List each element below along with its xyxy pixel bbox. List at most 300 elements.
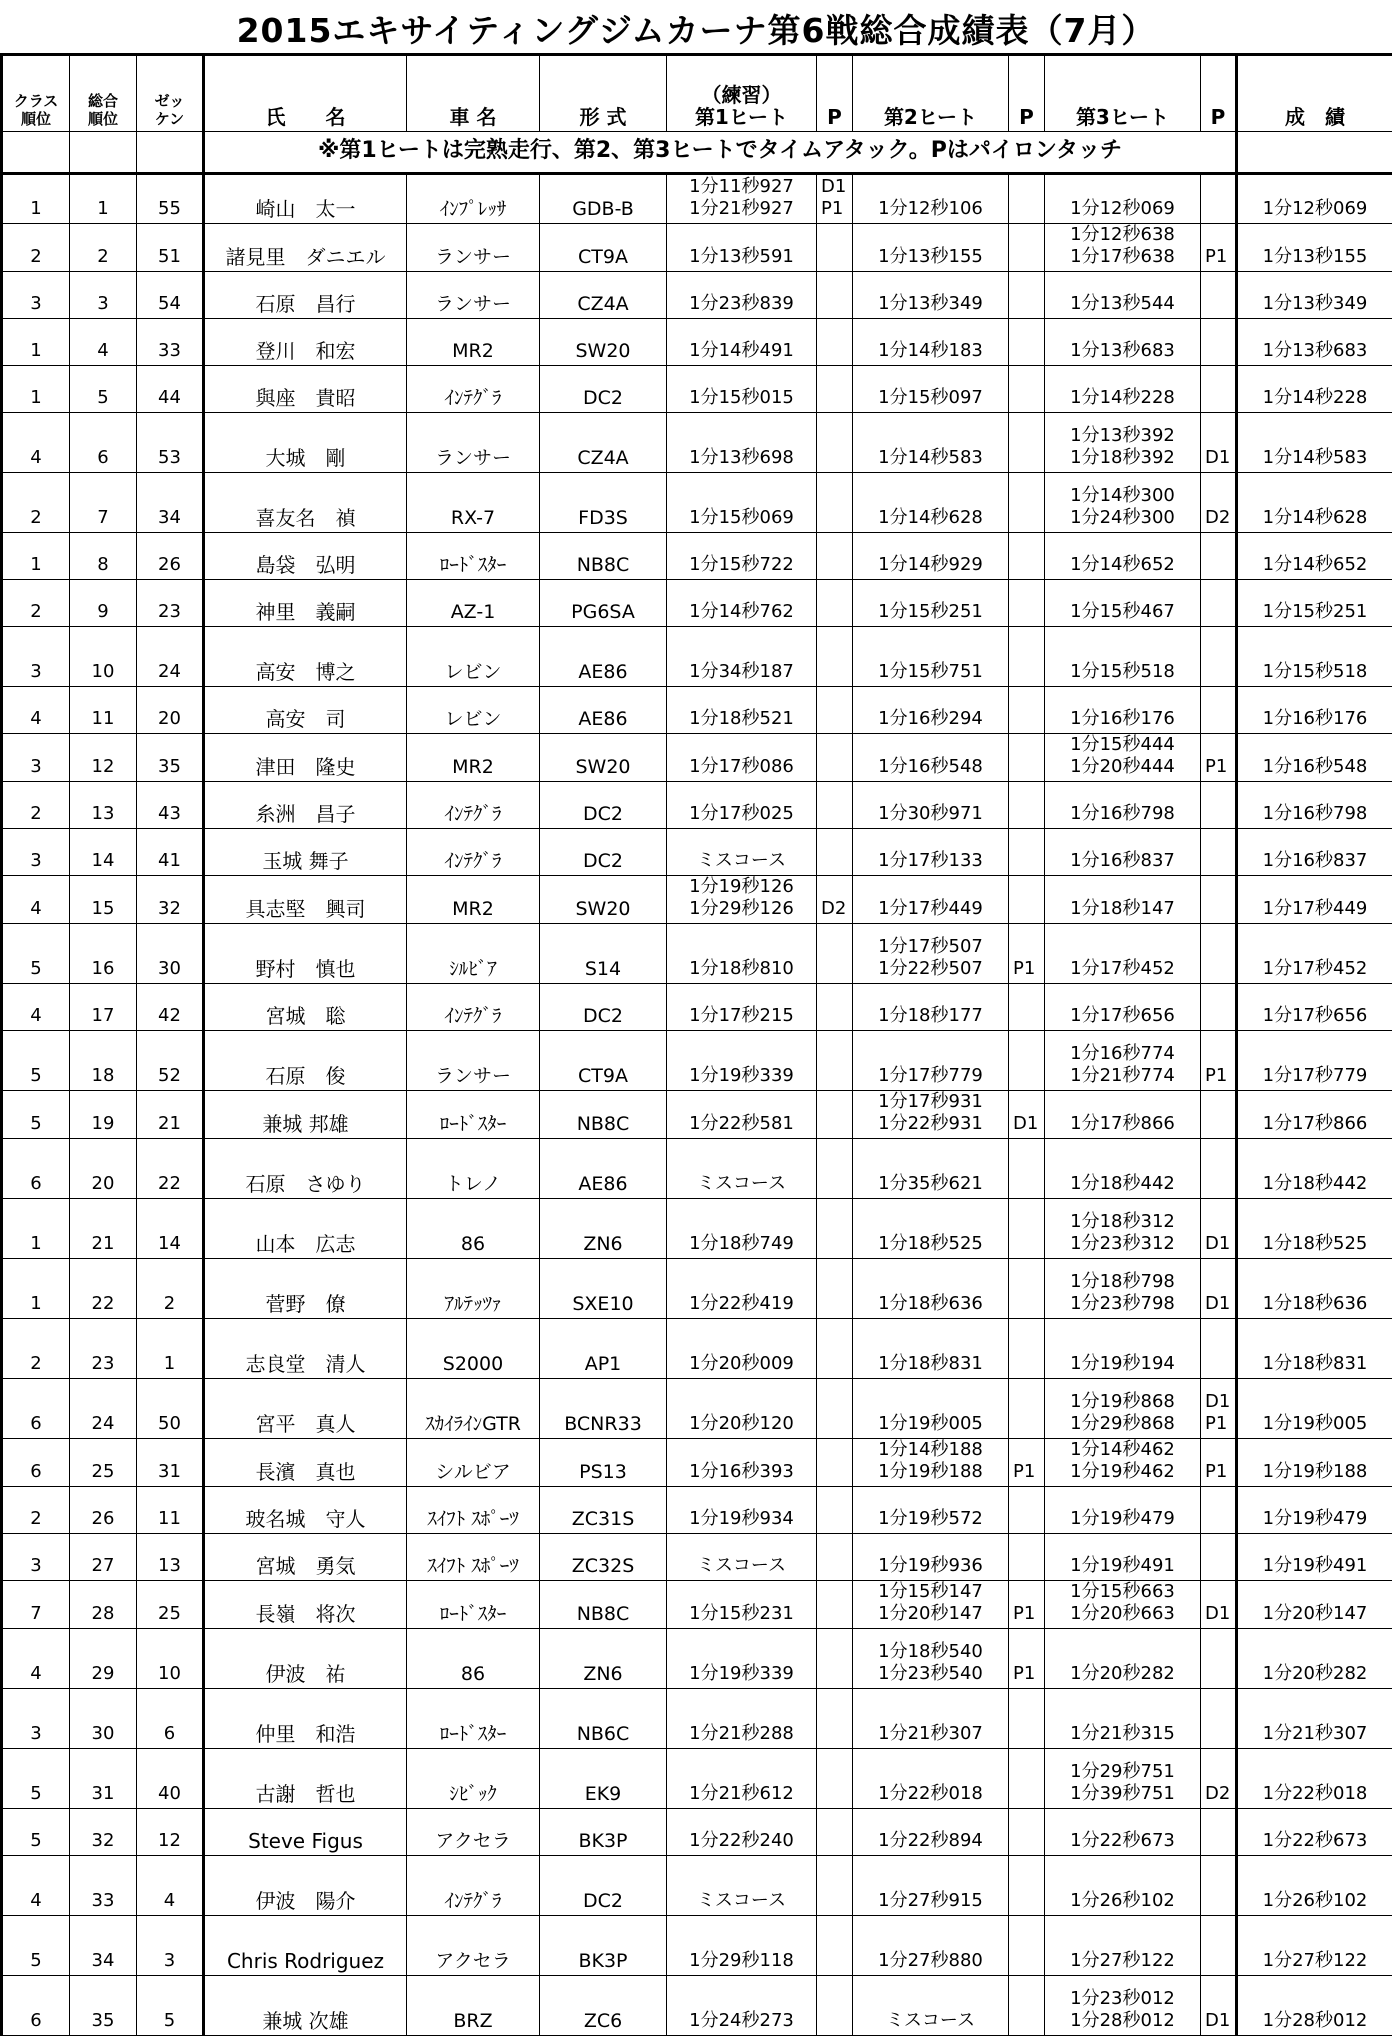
header-type: 形 式: [540, 55, 667, 132]
cell-p2: [1009, 413, 1045, 473]
header-heat2: 第2ヒート: [853, 55, 1009, 132]
cell-class-rank: 3: [2, 1689, 70, 1749]
cell-heat1: 1分19秒339: [667, 1629, 817, 1689]
table-row: [2, 319, 1392, 366]
results-body: [2, 174, 1392, 2036]
cell-overall-rank: 34: [70, 1916, 137, 1976]
cell-p3: [1201, 829, 1237, 876]
table-row: [2, 1091, 1392, 1139]
cell-type: NB8C: [540, 533, 667, 580]
cell-car: シルビア: [407, 1439, 540, 1487]
cell-result: 1分15秒518: [1237, 627, 1392, 687]
cell-class-rank: 5: [2, 1091, 70, 1139]
cell-heat1: 1分11秒927 1分21秒927: [667, 174, 817, 224]
cell-overall-rank: 30: [70, 1689, 137, 1749]
cell-heat1: 1分15秒231: [667, 1581, 817, 1629]
cell-p2: P1: [1009, 1581, 1045, 1629]
cell-overall-rank: 18: [70, 1031, 137, 1091]
cell-heat3: 1分14秒228: [1045, 366, 1201, 413]
cell-p1: [817, 734, 853, 782]
cell-car: ランサー: [407, 272, 540, 319]
cell-p3: [1201, 1689, 1237, 1749]
cell-result: 1分13秒683: [1237, 319, 1392, 366]
cell-number: 2: [137, 1259, 204, 1319]
cell-result: 1分19秒479: [1237, 1487, 1392, 1534]
cell-heat1: 1分15秒069: [667, 473, 817, 533]
cell-number: 30: [137, 924, 204, 984]
cell-overall-rank: 5: [70, 366, 137, 413]
cell-type: ZN6: [540, 1199, 667, 1259]
cell-heat3: 1分12秒069: [1045, 174, 1201, 224]
table-row: [2, 687, 1392, 734]
cell-type: AE86: [540, 627, 667, 687]
cell-p1: [817, 627, 853, 687]
cell-name: 玻名城 守人: [204, 1487, 407, 1534]
header-p2: P: [1009, 55, 1045, 132]
cell-car: ｼﾙﾋﾞｱ: [407, 924, 540, 984]
cell-name: 菅野 僚: [204, 1259, 407, 1319]
cell-p2: [1009, 734, 1045, 782]
cell-result: 1分21秒307: [1237, 1689, 1392, 1749]
note-row: [2, 132, 1392, 174]
cell-type: ZC32S: [540, 1534, 667, 1581]
cell-class-rank: 4: [2, 413, 70, 473]
cell-heat1: 1分14秒762: [667, 580, 817, 627]
cell-overall-rank: 13: [70, 782, 137, 829]
cell-result: 1分18秒525: [1237, 1199, 1392, 1259]
cell-heat1: 1分14秒491: [667, 319, 817, 366]
cell-heat1: 1分15秒722: [667, 533, 817, 580]
cell-heat2: 1分16秒294: [853, 687, 1009, 734]
cell-p2: [1009, 1487, 1045, 1534]
cell-car: S2000: [407, 1319, 540, 1379]
cell-heat2: 1分12秒106: [853, 174, 1009, 224]
cell-overall-rank: 20: [70, 1139, 137, 1199]
cell-overall-rank: 2: [70, 224, 137, 272]
cell-p1: [817, 1379, 853, 1439]
cell-car: BRZ: [407, 1976, 540, 2036]
cell-number: 33: [137, 319, 204, 366]
cell-overall-rank: 31: [70, 1749, 137, 1809]
cell-result: 1分17秒779: [1237, 1031, 1392, 1091]
cell-name: 兼城 次雄: [204, 1976, 407, 2036]
cell-class-rank: 2: [2, 224, 70, 272]
table-row: [2, 1976, 1392, 2036]
cell-type: CT9A: [540, 1031, 667, 1091]
cell-p1: [817, 1916, 853, 1976]
cell-result: 1分13秒155: [1237, 224, 1392, 272]
cell-number: 13: [137, 1534, 204, 1581]
cell-number: 34: [137, 473, 204, 533]
cell-heat3: 1分13秒392 1分18秒392: [1045, 413, 1201, 473]
cell-class-rank: 2: [2, 580, 70, 627]
cell-heat1: 1分17秒086: [667, 734, 817, 782]
cell-p3: [1201, 1487, 1237, 1534]
cell-heat3: 1分13秒683: [1045, 319, 1201, 366]
cell-heat1: 1分18秒810: [667, 924, 817, 984]
cell-p2: [1009, 1259, 1045, 1319]
cell-number: 31: [137, 1439, 204, 1487]
cell-class-rank: 3: [2, 734, 70, 782]
cell-p2: [1009, 829, 1045, 876]
table-row: [2, 473, 1392, 533]
cell-car: ｲﾝﾃｸﾞﾗ: [407, 984, 540, 1031]
cell-p1: [817, 1976, 853, 2036]
cell-p3: P1: [1201, 1439, 1237, 1487]
cell-car: アクセラ: [407, 1916, 540, 1976]
cell-p2: [1009, 1809, 1045, 1856]
cell-p2: D1: [1009, 1091, 1045, 1139]
cell-heat3: 1分15秒467: [1045, 580, 1201, 627]
cell-number: 22: [137, 1139, 204, 1199]
cell-heat1: 1分18秒521: [667, 687, 817, 734]
cell-p1: [817, 1259, 853, 1319]
cell-car: アクセラ: [407, 1809, 540, 1856]
cell-type: AE86: [540, 687, 667, 734]
table-row: [2, 224, 1392, 272]
cell-p1: D1 P1: [817, 174, 853, 224]
cell-p1: [817, 1749, 853, 1809]
cell-result: 1分26秒102: [1237, 1856, 1392, 1916]
cell-name: 糸洲 昌子: [204, 782, 407, 829]
cell-result: 1分17秒656: [1237, 984, 1392, 1031]
cell-result: 1分13秒349: [1237, 272, 1392, 319]
cell-overall-rank: 28: [70, 1581, 137, 1629]
cell-class-rank: 3: [2, 627, 70, 687]
cell-name: Steve Figus: [204, 1809, 407, 1856]
cell-p2: [1009, 687, 1045, 734]
cell-p2: [1009, 533, 1045, 580]
cell-class-rank: 1: [2, 1259, 70, 1319]
cell-heat2: 1分15秒751: [853, 627, 1009, 687]
cell-car: ｽｶｲﾗｲﾝGTR: [407, 1379, 540, 1439]
cell-heat1: 1分22秒240: [667, 1809, 817, 1856]
cell-number: 21: [137, 1091, 204, 1139]
cell-heat2: 1分13秒349: [853, 272, 1009, 319]
cell-heat1: 1分24秒273: [667, 1976, 817, 2036]
cell-p3: P1: [1201, 734, 1237, 782]
cell-car: 86: [407, 1199, 540, 1259]
cell-heat2: 1分19秒936: [853, 1534, 1009, 1581]
cell-p2: [1009, 1976, 1045, 2036]
table-row: [2, 924, 1392, 984]
cell-car: レビン: [407, 627, 540, 687]
cell-heat3: 1分21秒315: [1045, 1689, 1201, 1749]
cell-result: 1分17秒866: [1237, 1091, 1392, 1139]
cell-class-rank: 5: [2, 1916, 70, 1976]
cell-number: 44: [137, 366, 204, 413]
cell-type: ZN6: [540, 1629, 667, 1689]
cell-result: 1分17秒449: [1237, 876, 1392, 924]
cell-name: 具志堅 興司: [204, 876, 407, 924]
cell-car: トレノ: [407, 1139, 540, 1199]
cell-p2: [1009, 1689, 1045, 1749]
cell-p3: D1: [1201, 1259, 1237, 1319]
cell-p1: [817, 924, 853, 984]
cell-class-rank: 4: [2, 876, 70, 924]
cell-class-rank: 2: [2, 1319, 70, 1379]
cell-p3: [1201, 627, 1237, 687]
cell-p3: D2: [1201, 473, 1237, 533]
cell-heat1: 1分23秒839: [667, 272, 817, 319]
cell-heat1: 1分16秒393: [667, 1439, 817, 1487]
cell-class-rank: 3: [2, 829, 70, 876]
header-overall-rank: 総合 順位: [70, 55, 137, 132]
table-row: [2, 174, 1392, 224]
cell-p1: [817, 533, 853, 580]
cell-heat2: 1分18秒540 1分23秒540: [853, 1629, 1009, 1689]
cell-heat3: 1分17秒452: [1045, 924, 1201, 984]
cell-p2: [1009, 319, 1045, 366]
cell-overall-rank: 17: [70, 984, 137, 1031]
cell-p3: D1: [1201, 1976, 1237, 2036]
cell-type: ZC31S: [540, 1487, 667, 1534]
cell-heat2: 1分30秒971: [853, 782, 1009, 829]
cell-name: 玉城 舞子: [204, 829, 407, 876]
cell-name: 高安 司: [204, 687, 407, 734]
table-row: [2, 1199, 1392, 1259]
table-row: [2, 1031, 1392, 1091]
cell-car: ｼﾋﾞｯｸ: [407, 1749, 540, 1809]
header-number: ゼッ ケン: [137, 55, 204, 132]
cell-p2: [1009, 1534, 1045, 1581]
cell-name: 古謝 哲也: [204, 1749, 407, 1809]
cell-car: MR2: [407, 734, 540, 782]
cell-p2: [1009, 224, 1045, 272]
heat-note: ※第1ヒートは完熟走行、第2、第3ヒートでタイムアタック。Pはパイロンタッチ: [204, 132, 1237, 174]
cell-type: CT9A: [540, 224, 667, 272]
cell-class-rank: 7: [2, 1581, 70, 1629]
cell-result: 1分18秒442: [1237, 1139, 1392, 1199]
table-row: [2, 782, 1392, 829]
cell-heat3: 1分18秒312 1分23秒312: [1045, 1199, 1201, 1259]
cell-heat2: 1分19秒572: [853, 1487, 1009, 1534]
cell-heat2: 1分14秒183: [853, 319, 1009, 366]
cell-heat1: 1分13秒698: [667, 413, 817, 473]
cell-heat3: 1分29秒751 1分39秒751: [1045, 1749, 1201, 1809]
cell-heat3: 1分18秒798 1分23秒798: [1045, 1259, 1201, 1319]
cell-name: 伊波 祐: [204, 1629, 407, 1689]
cell-result: 1分14秒228: [1237, 366, 1392, 413]
cell-name: 津田 隆史: [204, 734, 407, 782]
cell-type: AE86: [540, 1139, 667, 1199]
table-row: [2, 1629, 1392, 1689]
cell-result: 1分16秒176: [1237, 687, 1392, 734]
cell-heat3: 1分19秒194: [1045, 1319, 1201, 1379]
cell-overall-rank: 3: [70, 272, 137, 319]
cell-heat2: 1分17秒779: [853, 1031, 1009, 1091]
cell-car: ｽｲﾌﾄ ｽﾎﾟｰﾂ: [407, 1534, 540, 1581]
cell-class-rank: 1: [2, 1199, 70, 1259]
cell-heat1: 1分18秒749: [667, 1199, 817, 1259]
cell-result: 1分14秒583: [1237, 413, 1392, 473]
cell-heat1: ミスコース: [667, 1856, 817, 1916]
table-row: [2, 272, 1392, 319]
cell-p2: P1: [1009, 1439, 1045, 1487]
cell-heat1: 1分15秒015: [667, 366, 817, 413]
header-name: 氏 名: [204, 55, 407, 132]
cell-type: SW20: [540, 734, 667, 782]
cell-name: 志良堂 清人: [204, 1319, 407, 1379]
cell-number: 43: [137, 782, 204, 829]
cell-p2: P1: [1009, 924, 1045, 984]
cell-heat3: 1分14秒300 1分24秒300: [1045, 473, 1201, 533]
cell-heat1: 1分20秒120: [667, 1379, 817, 1439]
cell-car: レビン: [407, 687, 540, 734]
cell-overall-rank: 8: [70, 533, 137, 580]
cell-p1: [817, 272, 853, 319]
cell-heat2: 1分21秒307: [853, 1689, 1009, 1749]
cell-heat3: 1分13秒544: [1045, 272, 1201, 319]
cell-heat3: 1分19秒868 1分29秒868: [1045, 1379, 1201, 1439]
cell-overall-rank: 11: [70, 687, 137, 734]
cell-result: 1分19秒188: [1237, 1439, 1392, 1487]
header-heat1: （練習） 第1ヒート: [667, 55, 817, 132]
cell-result: 1分18秒831: [1237, 1319, 1392, 1379]
header-result: 成 績: [1237, 55, 1392, 132]
cell-heat3: 1分19秒491: [1045, 1534, 1201, 1581]
cell-result: 1分14秒628: [1237, 473, 1392, 533]
cell-name: 長濱 真也: [204, 1439, 407, 1487]
cell-heat1: 1分13秒591: [667, 224, 817, 272]
cell-car: ランサー: [407, 413, 540, 473]
cell-p2: [1009, 1379, 1045, 1439]
cell-class-rank: 5: [2, 1749, 70, 1809]
table-row: [2, 734, 1392, 782]
cell-number: 25: [137, 1581, 204, 1629]
cell-p3: [1201, 319, 1237, 366]
cell-p1: [817, 1689, 853, 1749]
cell-number: 11: [137, 1487, 204, 1534]
cell-p3: D1: [1201, 1581, 1237, 1629]
cell-class-rank: 1: [2, 319, 70, 366]
cell-p2: [1009, 627, 1045, 687]
cell-p2: [1009, 580, 1045, 627]
header-class-rank: クラス 順位: [2, 55, 70, 132]
cell-name: 宮城 聡: [204, 984, 407, 1031]
cell-class-rank: 3: [2, 272, 70, 319]
cell-type: PG6SA: [540, 580, 667, 627]
cell-p3: P1: [1201, 224, 1237, 272]
cell-p2: [1009, 1856, 1045, 1916]
cell-class-rank: 5: [2, 924, 70, 984]
cell-result: 1分19秒005: [1237, 1379, 1392, 1439]
cell-heat2: 1分14秒929: [853, 533, 1009, 580]
cell-heat2: 1分16秒548: [853, 734, 1009, 782]
cell-p3: [1201, 366, 1237, 413]
cell-overall-rank: 10: [70, 627, 137, 687]
cell-name: 與座 貴昭: [204, 366, 407, 413]
cell-heat2: 1分15秒097: [853, 366, 1009, 413]
cell-heat3: 1分26秒102: [1045, 1856, 1201, 1916]
cell-heat1: 1分17秒215: [667, 984, 817, 1031]
cell-number: 5: [137, 1976, 204, 2036]
cell-p1: [817, 1439, 853, 1487]
cell-p3: [1201, 533, 1237, 580]
cell-type: DC2: [540, 829, 667, 876]
cell-overall-rank: 33: [70, 1856, 137, 1916]
header-p1: P: [817, 55, 853, 132]
cell-class-rank: 6: [2, 1976, 70, 2036]
cell-number: 53: [137, 413, 204, 473]
cell-overall-rank: 27: [70, 1534, 137, 1581]
cell-number: 35: [137, 734, 204, 782]
cell-number: 42: [137, 984, 204, 1031]
cell-p2: [1009, 984, 1045, 1031]
cell-p1: [817, 1319, 853, 1379]
cell-name: 石原 昌行: [204, 272, 407, 319]
cell-type: GDB-B: [540, 174, 667, 224]
cell-heat3: 1分14秒462 1分19秒462: [1045, 1439, 1201, 1487]
cell-name: 長嶺 将次: [204, 1581, 407, 1629]
cell-p1: [817, 1091, 853, 1139]
cell-number: 40: [137, 1749, 204, 1809]
cell-p3: [1201, 984, 1237, 1031]
cell-p2: P1: [1009, 1629, 1045, 1689]
cell-name: 仲里 和浩: [204, 1689, 407, 1749]
cell-heat2: 1分13秒155: [853, 224, 1009, 272]
cell-car: ﾛｰﾄﾞｽﾀｰ: [407, 533, 540, 580]
table-row: [2, 580, 1392, 627]
cell-number: 26: [137, 533, 204, 580]
cell-heat1: 1分17秒025: [667, 782, 817, 829]
cell-name: 石原 さゆり: [204, 1139, 407, 1199]
cell-name: 大城 剛: [204, 413, 407, 473]
cell-p1: [817, 1581, 853, 1629]
cell-p1: [817, 1031, 853, 1091]
cell-p2: [1009, 272, 1045, 319]
cell-number: 55: [137, 174, 204, 224]
cell-class-rank: 5: [2, 1031, 70, 1091]
cell-type: DC2: [540, 782, 667, 829]
cell-p1: [817, 413, 853, 473]
cell-class-rank: 1: [2, 366, 70, 413]
cell-p1: [817, 580, 853, 627]
cell-p3: [1201, 1809, 1237, 1856]
cell-heat3: 1分27秒122: [1045, 1916, 1201, 1976]
cell-car: RX-7: [407, 473, 540, 533]
cell-heat1: 1分34秒187: [667, 627, 817, 687]
cell-p1: [817, 366, 853, 413]
cell-overall-rank: 7: [70, 473, 137, 533]
cell-car: ｲﾝﾃｸﾞﾗ: [407, 782, 540, 829]
cell-p2: [1009, 1319, 1045, 1379]
cell-p1: [817, 782, 853, 829]
cell-type: PS13: [540, 1439, 667, 1487]
cell-p3: D1: [1201, 1199, 1237, 1259]
cell-heat1: ミスコース: [667, 829, 817, 876]
table-row: [2, 1749, 1392, 1809]
cell-heat2: 1分27秒880: [853, 1916, 1009, 1976]
cell-heat3: 1分22秒673: [1045, 1809, 1201, 1856]
cell-p3: [1201, 1534, 1237, 1581]
cell-car: ﾛｰﾄﾞｽﾀｰ: [407, 1091, 540, 1139]
cell-p1: [817, 473, 853, 533]
cell-result: 1分14秒652: [1237, 533, 1392, 580]
cell-heat2: 1分18秒525: [853, 1199, 1009, 1259]
cell-car: ﾛｰﾄﾞｽﾀｰ: [407, 1689, 540, 1749]
cell-p2: [1009, 876, 1045, 924]
cell-number: 20: [137, 687, 204, 734]
header-heat3: 第3ヒート: [1045, 55, 1201, 132]
cell-p2: [1009, 174, 1045, 224]
cell-number: 3: [137, 1916, 204, 1976]
cell-number: 1: [137, 1319, 204, 1379]
table-row: [2, 627, 1392, 687]
cell-name: 兼城 邦雄: [204, 1091, 407, 1139]
cell-p2: [1009, 782, 1045, 829]
page-title: 2015エキサイティングジムカーナ第6戦総合成績表（7月）: [0, 0, 1392, 52]
